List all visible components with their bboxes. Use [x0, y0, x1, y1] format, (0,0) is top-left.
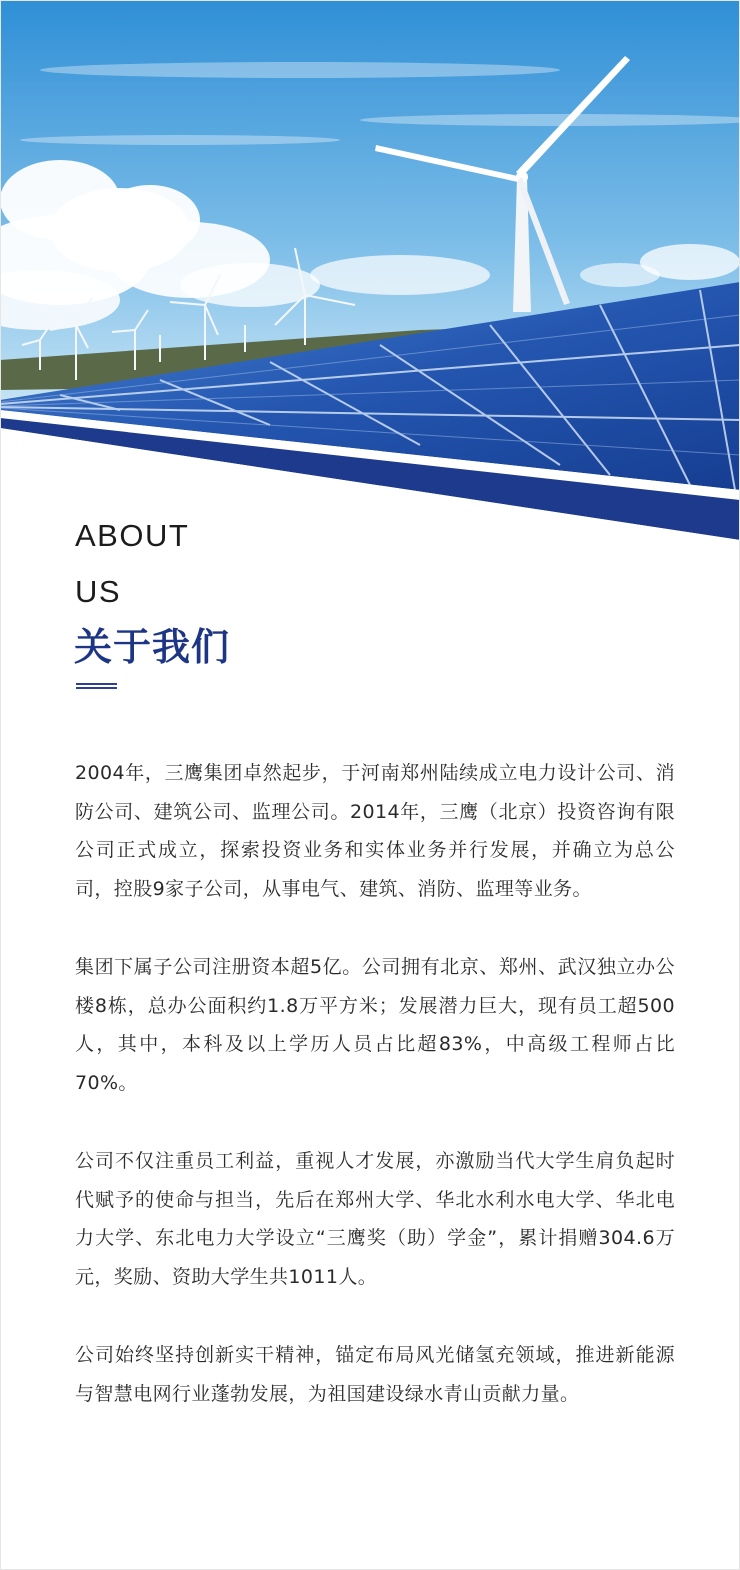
- page-title: 关于我们: [74, 625, 231, 669]
- intro-paragraph: 公司始终坚持创新实干精神，锚定布局风光储氢充领域，推进新能源与智慧电网行业蓬勃发展，为祖国建设绿水青山贡献力量。: [75, 1344, 675, 1405]
- title-divider: [76, 683, 117, 690]
- company-intro: [75, 754, 675, 1453]
- hero-image: [0, 0, 740, 560]
- intro-paragraph: 集团下属子公司注册资本超5亿。公司拥有北京、郑州、武汉独立办公楼8栋，总办公面积约1.8万平方米；发展潜力巨大，现有员工超500人，其中，本科及以上学历人员占比超83%，中高级工程师占比70%。: [75, 956, 675, 1094]
- heading-en-line2: US: [75, 574, 122, 609]
- about-us-heading: [75, 508, 189, 620]
- heading-en-line1: ABOUT: [75, 518, 190, 553]
- intro-paragraph: 公司不仅注重员工利益，重视人才发展，亦激励当代大学生肩负起时代赋予的使命与担当，先后在郑州大学、华北水利水电大学、华北电力大学、东北电力大学设立“三鹰奖（助）学金”，累计捐赠304.6万元，奖励、资助大学生共1011人。: [75, 1150, 675, 1288]
- intro-paragraph: 2004年，三鹰集团卓然起步，于河南郑州陆续成立电力设计公司、消防公司、建筑公司、监理公司。2014年，三鹰（北京）投资咨询有限公司正式成立，探索投资业务和实体业务并行发展，并确立为总公司，控股9家子公司，从事电气、建筑、消防、监理等业务。: [75, 762, 675, 900]
